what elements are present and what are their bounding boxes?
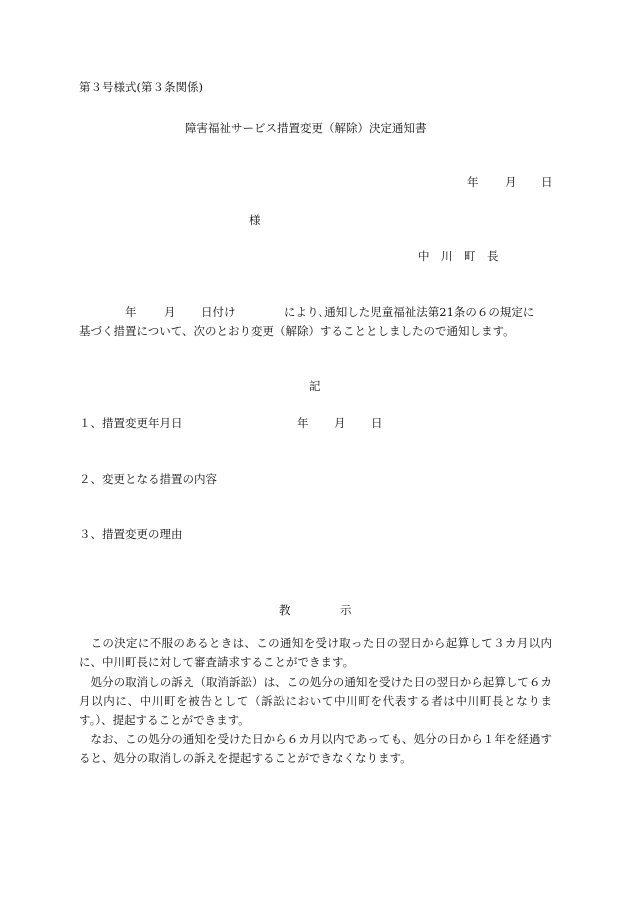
ki-heading: 記: [309, 379, 321, 393]
item-1-label: １、措置変更年月日: [79, 416, 183, 430]
issue-month-label: 月: [505, 175, 517, 189]
kyoji-heading-char1: 教: [279, 603, 291, 617]
item-2-label: ２、変更となる措置の内容: [79, 472, 217, 486]
kyoji-paragraph-2: 処分の取消しの訴え（取消訴訟）は、この処分の通知を受けた日の翌日から起算して６カ月以内に、中川町を被告として（訴訟において中川町を代表する者は中川町長となります。）、提起することができます。: [79, 675, 552, 727]
issue-day-label: 日: [541, 175, 553, 189]
issuer-name: 中 川 町 長: [418, 249, 499, 263]
addressee-suffix: 様: [249, 213, 261, 227]
kyoji-paragraph-3: なお、この処分の通知を受けた日から６カ月以内であっても、処分の日から１年を経過すると、処分の取消しの訴えを提起することができなくなります。: [79, 732, 552, 765]
form-number: 第３号様式(第３条関係): [79, 80, 203, 94]
item-3-label: ３、措置変更の理由: [79, 527, 183, 541]
intro-line1-text: により､通知した児童福祉法第21条の６の規定に: [284, 305, 535, 319]
kyoji-heading-char2: 示: [340, 603, 352, 617]
issue-year-label: 年: [467, 175, 479, 189]
intro-line2-text: 基づく措置について、次のとおり変更（解除）することとしましたので通知します。: [79, 324, 515, 338]
item-1-day-label: 日: [371, 416, 383, 430]
intro-day-suffix: 日付け: [201, 305, 236, 319]
intro-year-label: 年: [125, 305, 137, 319]
item-1-year-label: 年: [297, 416, 309, 430]
kyoji-paragraph-1: この決定に不服のあるときは、この通知を受け取った日の翌日から起算して３カ月以内に、中川町長に対して審査請求することができます。: [79, 636, 552, 669]
item-1-month-label: 月: [334, 416, 346, 430]
intro-month-label: 月: [164, 305, 176, 319]
document-title: 障害福祉サービス措置変更（解除）決定通知書: [185, 121, 427, 135]
